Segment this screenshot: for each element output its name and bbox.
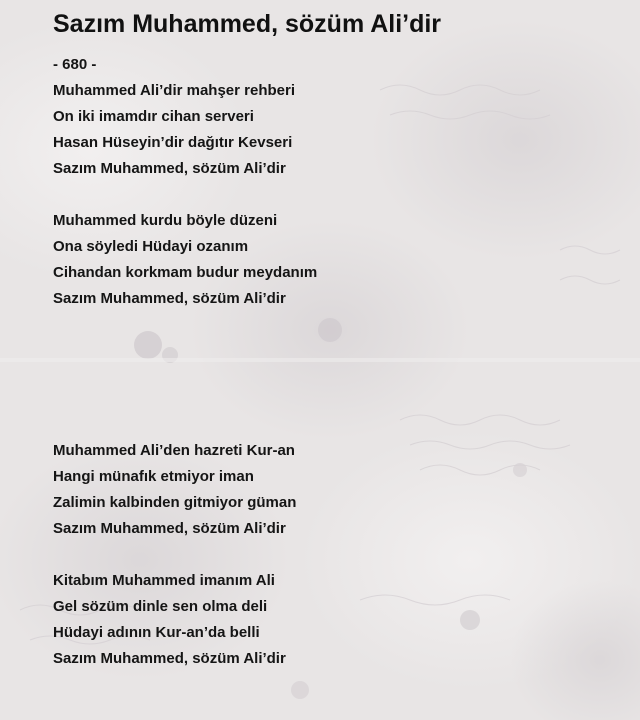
poem-line: Sazım Muhammed, sözüm Ali’dir — [53, 650, 286, 667]
poem-line: Sazım Muhammed, sözüm Ali’dir — [53, 160, 286, 177]
poem-line: Gel sözüm dinle sen olma deli — [53, 598, 268, 615]
poem-line: Muhammed kurdu böyle düzeni — [53, 212, 278, 229]
poem-number: - 680 - — [53, 56, 97, 73]
poem-line: On iki imamdır cihan serveri — [53, 108, 254, 125]
poem-line: Sazım Muhammed, sözüm Ali’dir — [53, 520, 286, 537]
poem-line: Sazım Muhammed, sözüm Ali’dir — [53, 290, 286, 307]
poem-line: Cihandan korkmam budur meydanım — [53, 264, 318, 281]
poem-line: Kitabım Muhammed imanım Ali — [53, 572, 275, 589]
poem-line: Hüdayi adının Kur-an’da belli — [53, 624, 260, 641]
poem-line: Hangi münafık etmiyor iman — [53, 468, 254, 485]
page-title: Sazım Muhammed, sözüm Ali’dir — [53, 10, 442, 38]
poem-line: Muhammed Ali’den hazreti Kur-an — [53, 442, 295, 459]
poem-line: Hasan Hüseyin’dir dağıtır Kevseri — [53, 134, 293, 151]
poem-line: Zalimin kalbinden gitmiyor güman — [53, 494, 297, 511]
poem-line: Ona söyledi Hüdayi ozanım — [53, 238, 249, 255]
poem-line: Muhammed Ali’dir mahşer rehberi — [53, 82, 296, 99]
